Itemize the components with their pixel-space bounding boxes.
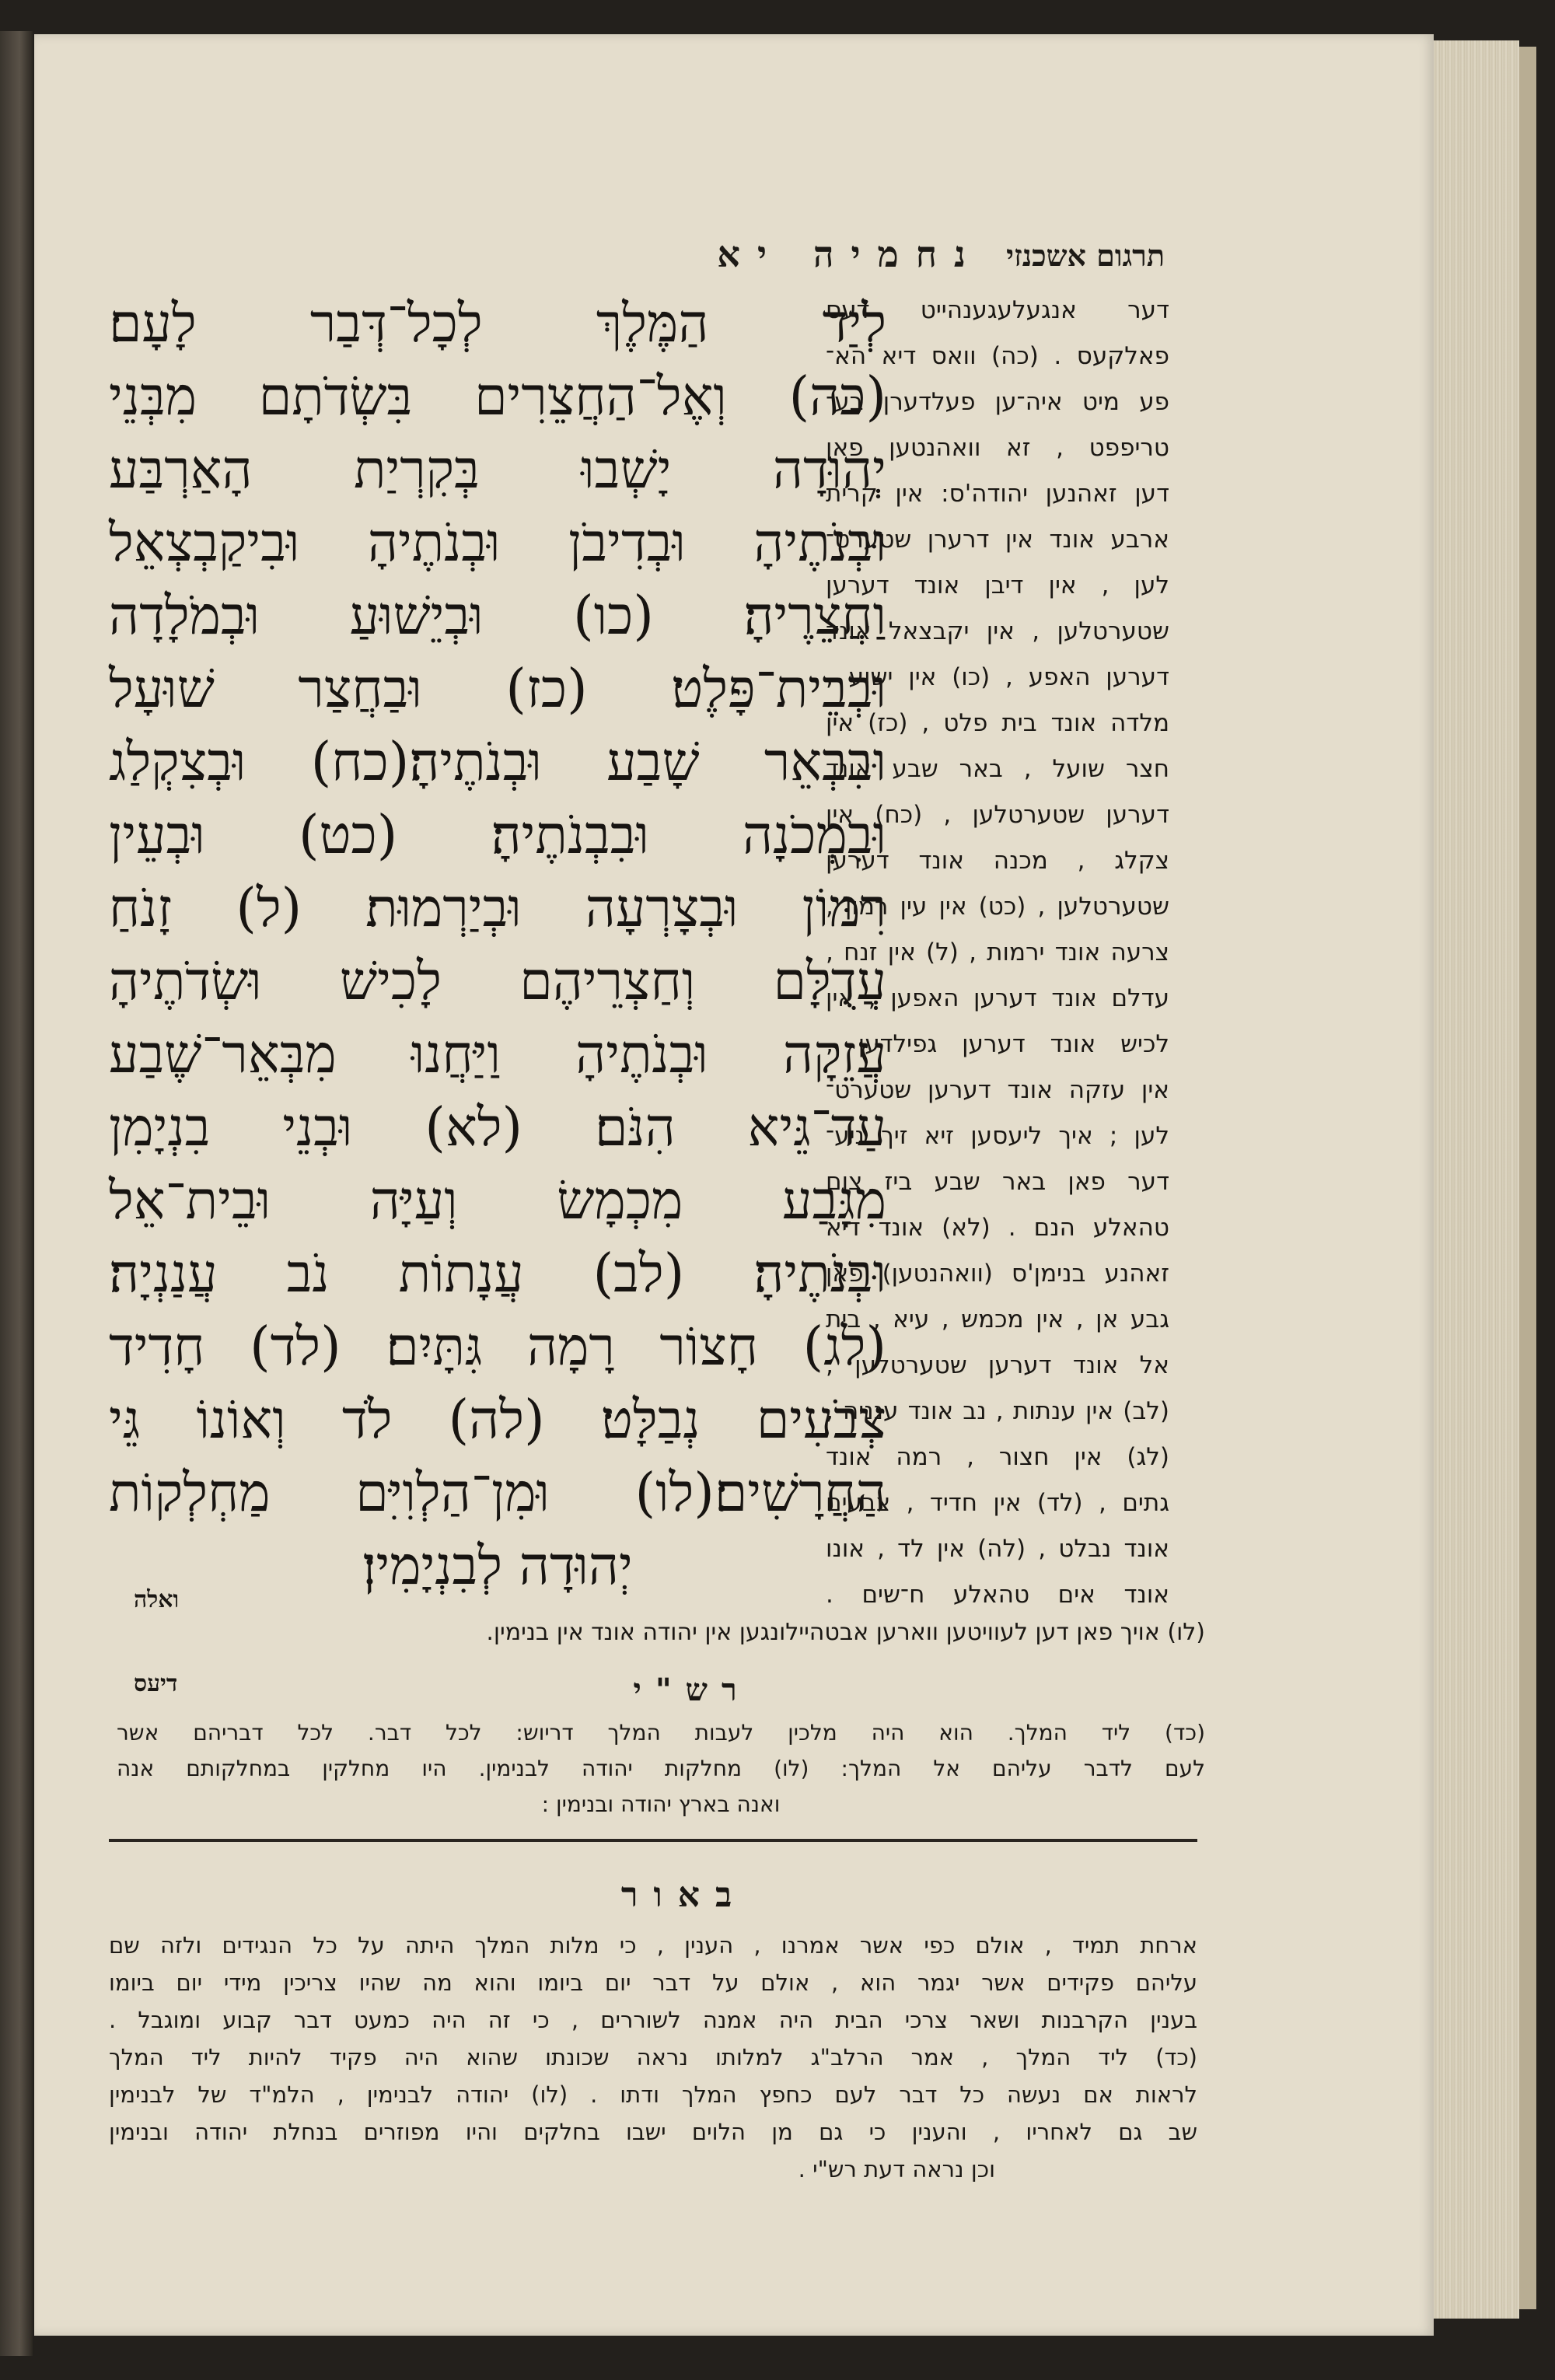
book-cover-edge xyxy=(1519,47,1536,2309)
translation-last-line: (לו) אויך פאן דען לעוויטען ווארען אבטהיילונגען אין יהודה אונד אין בנימין. xyxy=(486,1619,1205,1646)
main-text-line: עֲזֵקָה וּבְנֹתֶיהָ וַיַּחֲנוּ מִבְּאֵר־שֶׁבַע xyxy=(109,1024,886,1085)
section-divider xyxy=(109,1839,1197,1842)
translation-line: צרעה אונד ירמות , (ל) אין זנח , xyxy=(826,938,1169,966)
main-text-line: (לג) חָצוֹר רָמָה גִּתָּיִם׃ (לד) חָדִיד xyxy=(109,1316,886,1378)
main-text-line: מִגָּבַע מִכְמָשׂ וְעַיָּה וּבֵית־אֵל xyxy=(109,1170,886,1232)
translation-line: (לב) אין ענתות , נב אונד ענניה , xyxy=(826,1397,1169,1425)
rashi-line: ואנה בארץ יהודה ובנימין : xyxy=(541,1791,781,1817)
translation-title: תרגום אשכנזי xyxy=(1006,238,1165,273)
main-text-line: (כה) וְאֶל־הַחֲצֵרִים בִּשְׂדֹתָם מִבְּנֵי xyxy=(109,366,886,428)
translation-line: טריפפט , זא וואהנטען פאן xyxy=(826,434,1169,462)
translation-line: לען , אין דיבן אונד דערען xyxy=(826,571,1169,599)
translation-line: גבע אן , אין מכמש , עיא , בית xyxy=(826,1305,1169,1333)
translation-line: דערען האפע , (כו) אין ישוע , xyxy=(826,663,1169,691)
translation-line: צקלג , מכנה אונד דערען xyxy=(826,847,1169,875)
biur-line: ארחת תמיד , אולם כפי אשר אמרנו , הענין , כי מלות המלך היתה על כל הנגידים ולזה שם xyxy=(109,1932,1197,1959)
translation-line: דער פאן באר שבע ביז צום xyxy=(826,1168,1169,1196)
translation-line: אין עזקה אונד דערען שטערט־ xyxy=(826,1076,1169,1104)
main-text-line: יְהוּדָה לְבִנְיָמִין׃ xyxy=(362,1536,633,1597)
translation-line: לען ; איך ליעסען זיא זיך ניע־ xyxy=(826,1122,1169,1150)
rashi-line: (כד) ליד המלך. הוא היה מלכין לעבות המלך דריוש: לכל דבר. לכל דבריהם אשר xyxy=(117,1720,1205,1746)
biur-line: בענין הקרבנות ושאר צרכי הבית היה אמנה לשוררים , כי זה היה כמעט דבר קבוע ומוגבל . xyxy=(109,2007,1197,2033)
main-text-line: וּבְנֹתֶיהָ וּבְדִיבֹן וּבְנֹתֶיהָ וּבִיקַבְצְאֵל xyxy=(109,512,886,574)
translation-line: דערען שטערטלען , (כח) אין xyxy=(826,801,1169,829)
biur-line: וכן נראה דעת רש"י . xyxy=(798,2156,995,2183)
biur-commentary xyxy=(109,1927,1197,2188)
translation-line: שטערטלען , אין יקבצאל אונד xyxy=(826,617,1169,645)
main-text-line: וּבִמְכֹנָה וּבִבְנֹתֶיהָ׃ (כט) וּבְעֵין xyxy=(109,805,886,866)
main-text-line: צְבֹעִים נְבַלָּט׃ (לה) לֹד וְאוֹנוֹ גֵּי xyxy=(109,1389,886,1451)
translation-line: (לג) אין חצור , רמה אונד xyxy=(826,1443,1169,1471)
main-hebrew-text xyxy=(109,288,886,1603)
translation-line: אונד נבלט , (לה) אין לד , אונו xyxy=(826,1535,1169,1563)
catchword-bottom: דיעס xyxy=(134,1670,178,1697)
translation-column xyxy=(826,288,1169,1618)
biur-line: עליהם פקידים אשר יגמר הוא , אולם על דבר יום ביומו והוא מה שהיו צריכין מידי יום ביומו xyxy=(109,1969,1197,1996)
biur-line: שב גם לאחריו , והענין כי גם מן הלוים ישבו בחלקים והיו מפוזרים בנחלת יהודה ובנימין xyxy=(109,2119,1197,2145)
main-text-title: נחמיה יא xyxy=(717,233,983,275)
translation-line: דען זאהנען יהודה'ס: אין קרית xyxy=(826,480,1169,508)
main-text-line: וּבִבְאֵר שָׁבַע וּבְנֹתֶיהָ׃(כח) וּבְצִקְלַג xyxy=(109,732,886,793)
translation-line: שטערטלען , (כט) אין עין רמון , xyxy=(826,893,1169,921)
page-edges xyxy=(1434,40,1519,2319)
translation-line: פאלקעס . (כה) וואס דיא הא־ xyxy=(826,342,1169,370)
book-binding xyxy=(0,31,33,2356)
rashi-commentary xyxy=(117,1715,1205,1823)
translation-line: אונד אים טהאלע ח־שים . xyxy=(826,1581,1169,1609)
translation-line: לכיש אונד דערען גפילדען , xyxy=(826,1030,1169,1058)
translation-line: טהאלע הנם . (לא) אונד דיא xyxy=(826,1214,1169,1242)
main-text-line: וַחֲצֵרֶיהָ׃ (כו) וּבְיֵשׁוּעַ וּבְמֹלָדָה xyxy=(109,585,886,647)
translation-line: ארבע אונד אין דרערן שטערט־ xyxy=(826,526,1169,554)
biur-line: לראות אם נעשה כל דבר לעם כחפץ המלך ודתו . (לו) יהודה לבנימין , הלמ"ד של לבנימין xyxy=(109,2081,1197,2108)
translation-line: עדלם אונד דערען האפען , אין xyxy=(826,984,1169,1012)
translation-line: מלדה אונד בית פלט , (כז) אין xyxy=(826,709,1169,737)
main-text-line: עֲדֻלָּם וְחַצְרֵיהֶם לָכִישׁ וּשְׂדֹתֶיהָ xyxy=(109,951,886,1012)
main-text-line: הַחֲרָשִׁים׃(לו) וּמִן־הַלְוִיִּם מַחְלְקוֹת xyxy=(109,1463,886,1524)
translation-line: אל אונד דערען שטערטלען , xyxy=(826,1351,1169,1379)
translation-line: דער אנגעלעגענהייט דעס xyxy=(826,296,1169,324)
biur-title: באור xyxy=(620,1875,748,1915)
catchword-top: ואלה xyxy=(134,1586,180,1613)
main-text-line: עַד־גֵּיא הִנֹּם׃ (לא) וּבְנֵי בִנְיָמִן xyxy=(109,1097,886,1159)
rashi-title: רש"י xyxy=(633,1672,751,1708)
main-text-line: וּבְבֵית־פָּלֶט׃ (כז) וּבַחֲצַר שׁוּעָל xyxy=(109,659,886,720)
biur-line: (כד) ליד המלך , אמר הרלב"ג למלותו נראה שכונתו שהוא היה פקיד להיות ליד המלך xyxy=(109,2044,1197,2071)
translation-line: גתים , (לד) אין חדיד , צבעים xyxy=(826,1489,1169,1517)
rashi-line: לעם לדבר עליהם אל המלך: (לו) מחלקות יהודה לבנימין. היו מחלקין במחלקותם אנה xyxy=(117,1756,1205,1781)
translation-line: חצר שועל , באר שבע אונד xyxy=(826,755,1169,783)
main-text-line: יְהוּדָה יָשְׁבוּ בְּקִרְיַת הָאַרְבַּע xyxy=(109,439,886,501)
main-text-line: לְיַד הַמֶּלֶךְ לְכָל־דְּבַר לָעָם׃ xyxy=(109,293,886,355)
translation-line: זאהנע בנימן'ס (וואהנטען) פאן xyxy=(826,1260,1169,1288)
main-text-line: רִמּוֹן וּבְצָרְעָה וּבְיַרְמוּת׃ (ל) זָנֹחַ xyxy=(109,878,886,939)
main-text-line: וּבְנֹתֶיהָ׃ (לב) עֲנָתוֹת נֹב עֲנַנְיָה׃ xyxy=(109,1243,886,1305)
translation-line: פע מיט איה־ען פעלדערן בע־ xyxy=(826,388,1169,416)
